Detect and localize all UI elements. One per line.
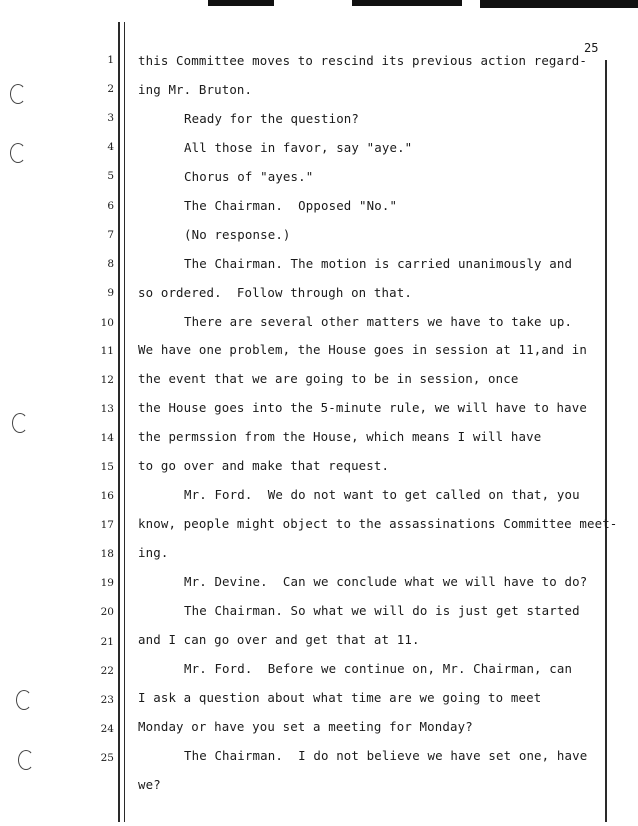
punch-hole bbox=[10, 84, 26, 104]
right-margin-rule bbox=[605, 60, 607, 822]
transcript-line: ing. bbox=[138, 545, 169, 560]
line-number: 8 bbox=[107, 258, 114, 270]
line-number: 18 bbox=[100, 548, 114, 560]
line-number: 23 bbox=[100, 694, 114, 706]
left-margin-rule-inner bbox=[124, 22, 125, 822]
scan-edge-mark bbox=[352, 0, 462, 6]
line-number: 11 bbox=[100, 345, 114, 357]
transcript-line: All those in favor, say "aye." bbox=[184, 140, 413, 155]
transcript-line: to go over and make that request. bbox=[138, 458, 390, 473]
transcript-line: we? bbox=[138, 777, 161, 792]
punch-hole bbox=[16, 690, 32, 710]
transcript-line: Chorus of "ayes." bbox=[184, 169, 314, 184]
scan-edge-mark bbox=[208, 0, 274, 6]
line-number: 20 bbox=[100, 606, 114, 618]
punch-hole bbox=[10, 143, 26, 163]
line-number: 4 bbox=[107, 141, 114, 153]
transcript-line: the permssion from the House, which means I will have bbox=[138, 429, 542, 444]
line-number: 5 bbox=[107, 170, 114, 182]
line-number: 7 bbox=[107, 229, 114, 241]
line-number: 2 bbox=[107, 83, 114, 95]
transcript-line: Mr. Ford. Before we continue on, Mr. Chairman, can bbox=[184, 661, 573, 676]
transcript-line: and I can go over and get that at 11. bbox=[138, 632, 420, 647]
transcript-line: Ready for the question? bbox=[184, 111, 360, 126]
scan-edge-mark bbox=[480, 0, 638, 8]
transcript-line: Mr. Devine. Can we conclude what we will have to do? bbox=[184, 574, 588, 589]
punch-hole bbox=[18, 750, 34, 770]
transcript-line: The Chairman. Opposed "No." bbox=[184, 198, 398, 213]
line-number: 9 bbox=[107, 287, 114, 299]
line-number: 1 bbox=[107, 54, 114, 66]
transcript-line: There are several other matters we have to take up. bbox=[184, 314, 573, 329]
transcript-line: (No response.) bbox=[184, 227, 291, 242]
line-number: 14 bbox=[100, 432, 114, 444]
transcript-line: Mr. Ford. We do not want to get called on that, you bbox=[184, 487, 580, 502]
transcript-line: so ordered. Follow through on that. bbox=[138, 285, 412, 300]
line-number: 3 bbox=[107, 112, 114, 124]
line-number: 12 bbox=[100, 374, 114, 386]
transcript-line: We have one problem, the House goes in session at 11,and in bbox=[138, 342, 587, 357]
transcript-line: the House goes into the 5-minute rule, we will have to have bbox=[138, 400, 587, 415]
line-number: 21 bbox=[100, 636, 114, 648]
line-number: 15 bbox=[100, 461, 114, 473]
line-number: 6 bbox=[107, 200, 114, 212]
line-number: 24 bbox=[100, 723, 114, 735]
transcript-line: this Committee moves to rescind its previous action regard- bbox=[138, 53, 587, 68]
transcript-line: Monday or have you set a meeting for Monday? bbox=[138, 719, 473, 734]
transcript-line: The Chairman. So what we will do is just get started bbox=[184, 603, 580, 618]
transcript-line: I ask a question about what time are we going to meet bbox=[138, 690, 542, 705]
transcript-line: know, people might object to the assassinations Committee meet- bbox=[138, 516, 618, 531]
line-number: 17 bbox=[100, 519, 114, 531]
line-number: 19 bbox=[100, 577, 114, 589]
transcript-line: ing Mr. Bruton. bbox=[138, 82, 253, 97]
transcript-line: The Chairman. The motion is carried unanimously and bbox=[184, 256, 573, 271]
line-number: 16 bbox=[100, 490, 114, 502]
transcript-line: The Chairman. I do not believe we have set one, have bbox=[184, 748, 588, 763]
line-number: 25 bbox=[100, 752, 114, 764]
line-number: 13 bbox=[100, 403, 114, 415]
line-number: 22 bbox=[100, 665, 114, 677]
left-margin-rule bbox=[118, 22, 120, 822]
line-number: 10 bbox=[100, 317, 114, 329]
page-number: 25 bbox=[584, 41, 599, 55]
punch-hole bbox=[12, 413, 28, 433]
transcript-line: the event that we are going to be in session, once bbox=[138, 371, 519, 386]
